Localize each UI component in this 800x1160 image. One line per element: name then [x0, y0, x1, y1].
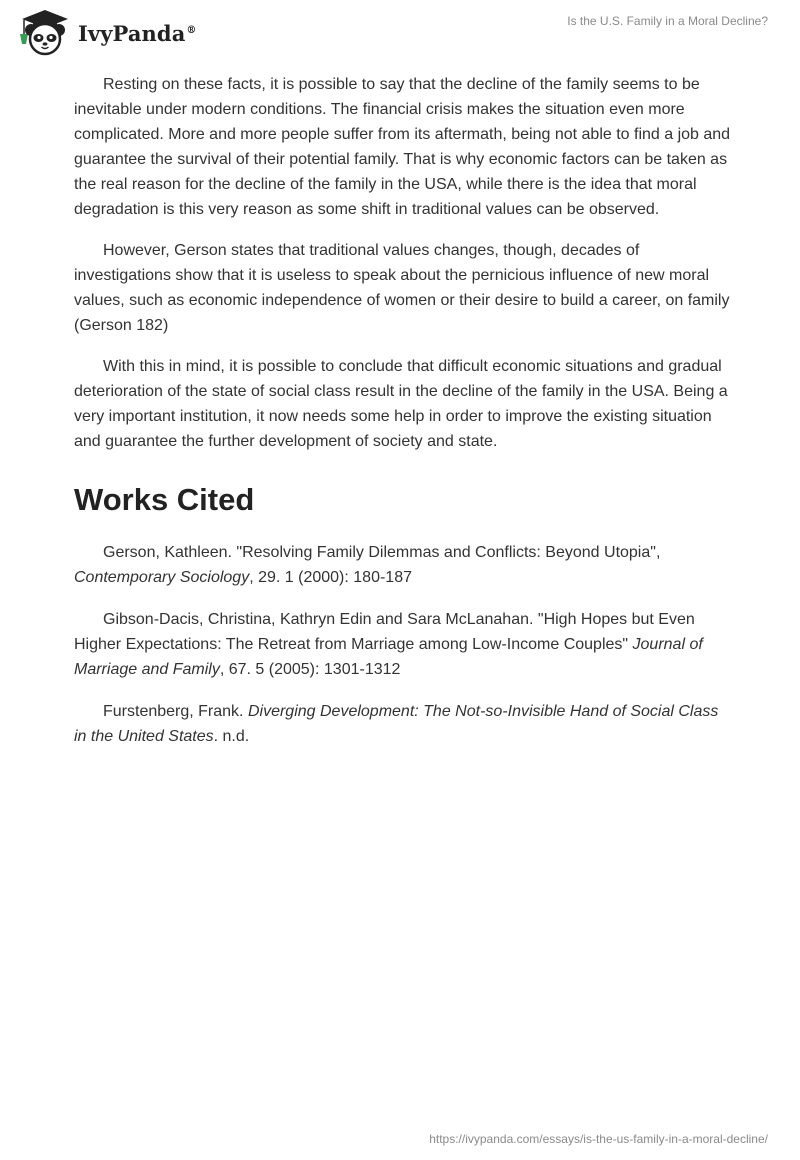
- logo-wordmark: IvyPanda®: [78, 20, 197, 46]
- citation-entry: Furstenberg, Frank. Diverging Development: The Not-so-Invisible Hand of Social Class in the United States. n.d.: [74, 703, 719, 745]
- panda-graduate-icon: [14, 8, 76, 56]
- citation-entry: Gibson-Dacis, Christina, Kathryn Edin and Sara McLanahan. "High Hopes but Even Higher Expectations: The Retreat from Marriage among Low-Income Couples" Journal of Marriage and Family, 67. 5 (2005): 1301-1312: [74, 611, 703, 678]
- ivypanda-logo[interactable]: [14, 8, 197, 56]
- works-cited-heading: Works Cited: [74, 482, 255, 517]
- citation-entry: Gerson, Kathleen. "Resolving Family Dilemmas and Conflicts: Beyond Utopia", Contemporary Sociology, 29. 1 (2000): 180-187: [74, 544, 661, 586]
- essay-content: [74, 72, 734, 766]
- page-header: [0, 0, 800, 62]
- document-title: Is the U.S. Family in a Moral Decline?: [567, 14, 768, 28]
- body-paragraph: Resting on these facts, it is possible to say that the decline of the family seems to be inevitable under modern conditions. The financial crisis makes the situation even more complicated. More and more people suffer from its aftermath, being not able to find a job and guarantee the survival of their potential family. That is why economic factors can be taken as the real reason for the decline of the family in the USA, while there is the idea that moral degradation is this very reason as some shift in traditional values can be observed.: [74, 76, 731, 218]
- source-url-link[interactable]: https://ivypanda.com/essays/is-the-us-family-in-a-moral-decline/: [429, 1132, 768, 1146]
- body-paragraph: With this in mind, it is possible to conclude that difficult economic situations and gradual deterioration of the state of social class result in the decline of the family in the USA. Being a very important institution, it now needs some help in order to improve the existing situation and guarantee the further development of society and state.: [74, 358, 728, 450]
- body-paragraph: However, Gerson states that traditional values changes, though, decades of investigations show that it is useless to speak about the pernicious influence of new moral values, such as economic independence of women or their desire to build a career, on family (Gerson 182): [74, 242, 730, 334]
